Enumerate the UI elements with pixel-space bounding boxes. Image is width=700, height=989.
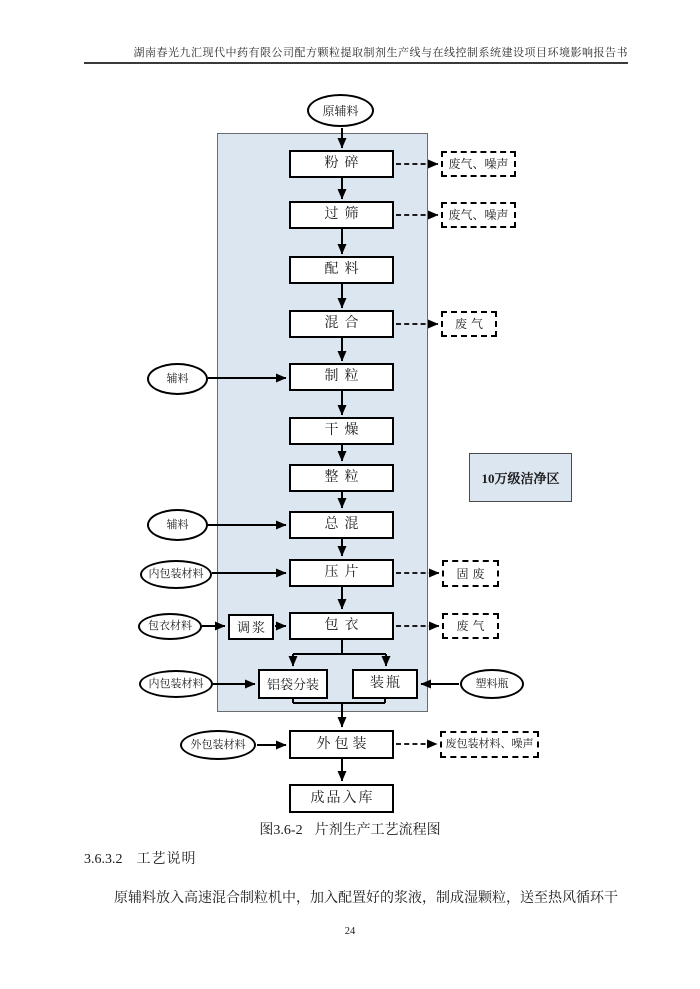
step-box-bottling — [352, 669, 418, 699]
step-label: 制粒 — [324, 369, 365, 384]
header-rule — [84, 62, 628, 64]
page-number: 24 — [344, 926, 356, 937]
step-box-dispensing — [289, 256, 394, 284]
input-label: 辅料 — [166, 518, 189, 531]
step-label: 混合 — [324, 316, 365, 331]
step-box-tablet-pressing — [289, 559, 394, 587]
step-box-warehouse — [289, 784, 394, 813]
step-label: 过筛 — [324, 207, 365, 222]
emission-box-sieving — [441, 202, 516, 228]
input-ellipse-excipient-2 — [147, 509, 208, 541]
figure-caption — [0, 819, 700, 839]
step-box-coating — [289, 612, 394, 640]
step-label: 压片 — [324, 565, 365, 580]
emission-label: 固废 — [456, 566, 489, 581]
step-box-slurry — [228, 614, 274, 640]
clean-area-label — [469, 453, 572, 502]
step-label: 成品入库 — [310, 790, 375, 806]
emission-box-outer-packing — [440, 731, 539, 758]
input-ellipse-outer-pack-material — [180, 730, 256, 760]
source-label: 原辅料 — [322, 103, 359, 118]
emission-label: 废包装材料、噪声 — [445, 738, 534, 750]
input-label: 塑料瓶 — [475, 677, 509, 690]
input-ellipse-excipient-1 — [147, 363, 208, 395]
step-box-final-blending — [289, 511, 394, 539]
input-label: 外包装材料 — [190, 738, 246, 751]
emission-label: 废气、噪声 — [448, 157, 509, 171]
step-box-drying — [289, 417, 394, 445]
step-box-sieving — [289, 201, 394, 229]
step-label: 包衣 — [324, 618, 365, 633]
step-label: 粉碎 — [324, 156, 365, 171]
emission-label: 废气 — [456, 619, 489, 633]
input-label: 包衣材料 — [148, 620, 192, 632]
body-paragraph: 原辅料放入高速混合制粒机中，加入配置好的浆液，制成湿颗粒，送至热风循环干 — [114, 891, 618, 906]
emission-box-crushing — [441, 151, 516, 177]
step-label: 总混 — [324, 517, 365, 532]
section-title: 工艺说明 — [136, 852, 197, 867]
step-box-crushing — [289, 150, 394, 178]
input-ellipse-plastic-bottle — [460, 669, 524, 699]
figure-number: 图3.6-2 — [259, 823, 303, 838]
section-number: 3.6.3.2 — [84, 852, 123, 867]
step-box-foil-pack — [258, 669, 328, 699]
input-ellipse-inner-pack-2 — [139, 670, 213, 698]
step-box-granulation — [289, 363, 394, 391]
step-box-outer-packing — [289, 730, 394, 759]
input-ellipse-coating-material — [138, 613, 202, 640]
emission-label: 废气 — [454, 317, 487, 331]
input-label: 辅料 — [166, 372, 189, 385]
step-label: 铝袋分装 — [266, 676, 319, 692]
emission-label: 废气、噪声 — [448, 208, 509, 222]
input-label: 内包装材料 — [148, 568, 204, 580]
step-box-mixing — [289, 310, 394, 338]
step-label: 整粒 — [324, 470, 365, 485]
step-label: 配料 — [324, 262, 365, 277]
section-heading — [84, 848, 197, 868]
step-label: 调浆 — [236, 619, 267, 635]
input-label: 内包装材料 — [148, 677, 204, 690]
input-ellipse-inner-pack-1 — [140, 560, 212, 589]
clean-area-text: 10万级洁净区 — [481, 471, 560, 486]
header-title: 湖南春光九汇现代中药有限公司配方颗粒提取制剂生产线与在线控制系统建设项目环境影响报告书 — [133, 47, 628, 59]
emission-box-mixing — [441, 311, 497, 337]
step-label: 干燥 — [324, 423, 365, 438]
step-label: 外包装 — [316, 736, 371, 752]
emission-box-pressing — [442, 560, 499, 587]
source-ellipse — [307, 94, 374, 127]
step-label: 装瓶 — [370, 676, 402, 691]
emission-box-coating — [442, 613, 499, 639]
step-box-granule-sizing — [289, 464, 394, 492]
figure-title: 片剂生产工艺流程图 — [314, 823, 441, 838]
